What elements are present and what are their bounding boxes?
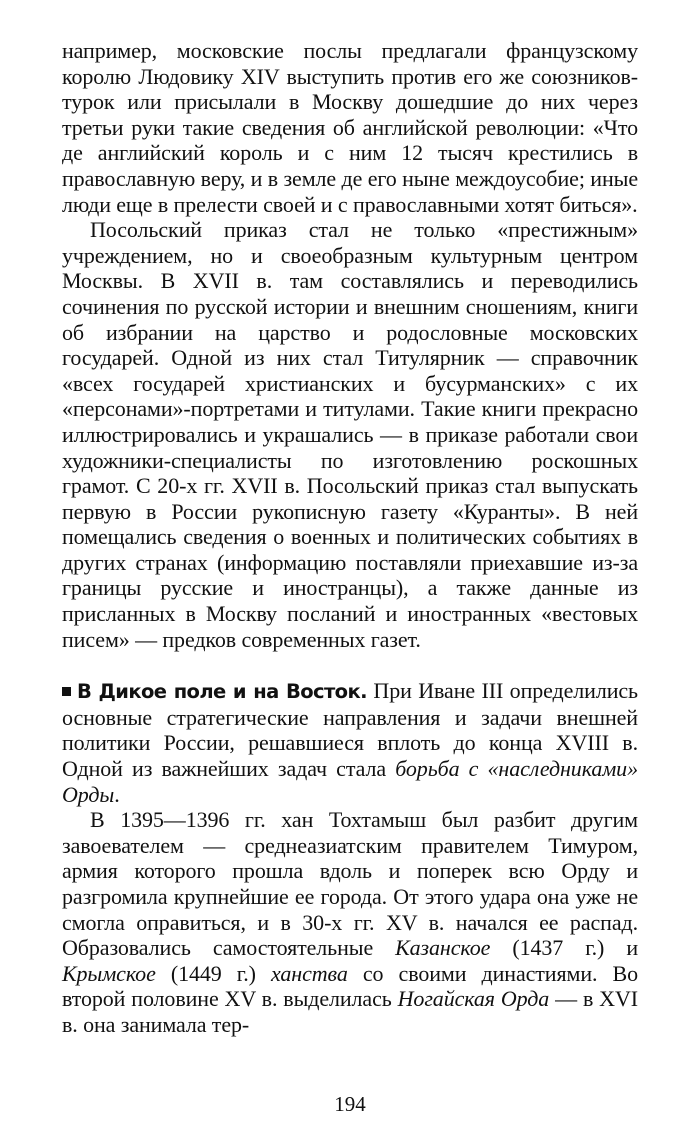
italic-term: Казанское — [395, 935, 491, 961]
text-run: (1437 г.) и — [490, 935, 638, 961]
text-run: со своими династиями. Во второй половине XV в. выделилась — [62, 960, 638, 1012]
text-run: (1449 г.) — [155, 960, 271, 986]
section-gap — [62, 652, 638, 678]
italic-term: ханства — [270, 960, 348, 986]
paragraph-posolsky-prikaz: Посольский приказ стал не только «престижным» учреждением, но и своеобразным культурным центром Москвы. В XVII в. там составлялись и переводились сочинения по русской истории и внешним сношениям, книги об избрании на царство и родословные московских государей. Одной из них стал Титулярник — справочник «всех государей христианских и бусурманских» с их «персонами»-портретами и титулами. Такие книги прекрасно иллюстрировались и украшались — в приказе работали свои художники-специалисты по изготовлению роскошных грамот. С 20-х гг. XVII в. Посольский приказ стал выпускать первую в России рукописную газету «Куранты». В ней помещались сведения о военных и политических событиях в других странах (информацию поставляли приехавшие из-за границы русские и иностранцы), а также данные из присланных в Москву посланий и иностранных «вестовых писем» — предков современных газет. — [62, 217, 638, 652]
text-run: . — [114, 781, 120, 807]
text-run: — в XVI в. она занимала тер- — [62, 986, 638, 1037]
italic-term: Ногайская Орда — [397, 986, 550, 1012]
paragraph-wild-field — [62, 678, 638, 807]
text-run: В 1395—1396 гг. хан Тохтамыш был разбит другим завоевателем — среднеазиатским правителем Тимуром, армия которого прошла вдоль и поперек всю Орду и разгромила крупнейшие ее города. От этого удара она уже не смогла оправиться, и в 30-х гг. XV в. начался ее распад. Образовались самостоятельные — [62, 807, 638, 961]
paragraph-embassy-reports: например, московские послы предлагали французскому королю Людовику XIV выступить против его же союзников-турок или присылали в Москву дошедшие до них через третьи руки такие сведения об английской революции: «Что де английский король и с ним 12 тысяч крестились в православную веру, и в земле де его ныне междоусобие; иные люди еще в прелести своей и с православными хотят биться». — [62, 38, 638, 217]
square-bullet-icon — [62, 687, 71, 696]
section-heading: В Дикое поле и на Восток. — [77, 680, 367, 704]
paragraph-horde-collapse — [62, 807, 638, 1037]
italic-term: борьба с «наследниками» Орды — [62, 756, 638, 807]
page-text — [62, 38, 638, 1038]
italic-term: Крымское — [62, 960, 156, 986]
text-run: При Иване III определились основные стратегические направления и задачи внешней политики России, решавшиеся вплоть до конца XVIII в. Одной из важнейших задач стала — [62, 678, 638, 782]
page-number: 194 — [334, 1092, 366, 1116]
